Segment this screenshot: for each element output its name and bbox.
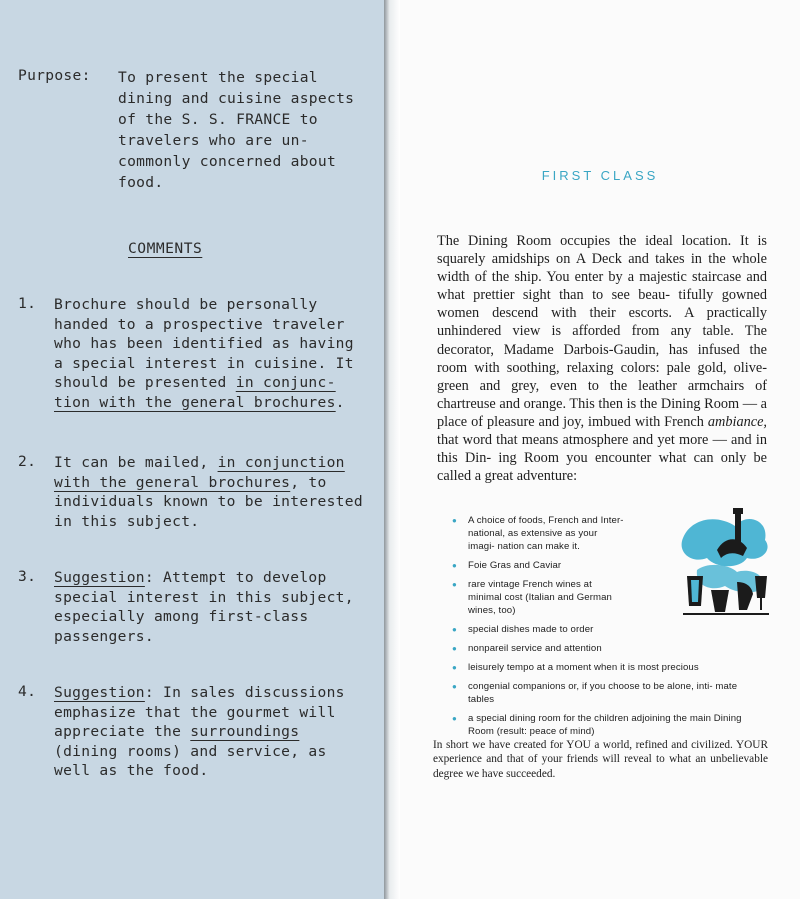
- right-brochure-panel: [400, 0, 800, 899]
- comment-text-part: .: [335, 393, 345, 411]
- panel-divider: [384, 0, 400, 899]
- comment-text-part: : In sales discussions emphasize that the gourmet will appreciate the: [54, 684, 345, 740]
- comment-number: 1.: [18, 295, 37, 312]
- comment-underlined-text: in conjunction with the general brochures: [54, 454, 345, 491]
- closing-paragraph: In short we have created for YOU a world, refined and civilized. YOUR experience and that of your friends will reveal to what an unbelievable degree we have succeeded.: [433, 739, 768, 780]
- comments-heading: COMMENTS: [128, 240, 203, 257]
- feature-item: ● congenial companions or, if you choose to be alone, inti- mate tables: [452, 680, 752, 706]
- comment-text-part: (dining rooms) and service, as well as the food.: [54, 742, 327, 779]
- description-text: that word that means atmosphere and yet more — and in this Din- ing Room you encounter what can only be called a great adventure:: [437, 432, 767, 485]
- dining-illustration-icon: [677, 506, 773, 624]
- dining-room-description: [437, 232, 767, 485]
- comment-text: [54, 568, 369, 646]
- feature-item: ● A choice of foods, French and Inter- national, as extensive as your imagi- nation can make it.: [452, 514, 624, 553]
- purpose-label: Purpose:: [18, 67, 91, 84]
- suggestion-label: Suggestion: [54, 569, 145, 586]
- comment-number: 4.: [18, 683, 37, 700]
- comment-text-part: Brochure should be personally handed to a prospective traveler who has been identified as having a special interest in cuisine. It should be presented: [54, 296, 354, 391]
- first-class-heading: FIRST CLASS: [541, 168, 659, 183]
- comment-text: [54, 683, 369, 781]
- feature-item: ● nonpareil service and attention: [452, 642, 752, 655]
- comment-text-part: : Attempt to develop special interest in this subject, especially among first-class passengers.: [54, 569, 354, 645]
- comment-number: 3.: [18, 568, 37, 585]
- left-memo-panel: [0, 0, 384, 899]
- suggestion-label: Suggestion: [54, 684, 145, 701]
- description-text: The Dining Room occupies the ideal location. It is squarely amidships on A Deck and takes in the whole width of the ship. You enter by a majestic staircase and what prettier sight than to see beau- tifully gowned women descend with their escorts. A practically unhindered view is afforded from any table. The decorator, Madame Darbois-Gaudin, has infused the room with soothing, relaxing colors: pale gold, olive-green and grey, even to the leather armchairs of chartreuse and orange. This then is the Dining Room — a place of pleasure and joy, imbued with French: [437, 233, 767, 430]
- comment-text: [54, 295, 369, 412]
- comment-text-part: , to individuals known to be interested in this subject.: [54, 473, 363, 530]
- purpose-text: To present the special dining and cuisine aspects of the S. S. FRANCE to travelers who are un- commonly concerned about food.: [118, 69, 355, 191]
- feature-item: ● special dishes made to order: [452, 623, 624, 636]
- comment-text-part: It can be mailed,: [54, 454, 218, 471]
- comment-number: 2.: [18, 453, 37, 470]
- feature-item: ● rare vintage French wines at minimal cost (Italian and German wines, too): [452, 578, 624, 617]
- feature-item: ● leisurely tempo at a moment when it is most precious: [452, 661, 752, 674]
- comment-underlined-text: surroundings: [190, 723, 300, 740]
- description-italic-text: ambiance,: [707, 413, 767, 430]
- feature-item: ● a special dining room for the children adjoining the main Dining Room (result: peace of mind): [452, 712, 752, 738]
- comment-text: [54, 453, 369, 531]
- comment-underlined-text: in conjunc- tion with the general brochures: [54, 374, 336, 411]
- feature-item: ● Foie Gras and Caviar: [452, 559, 624, 572]
